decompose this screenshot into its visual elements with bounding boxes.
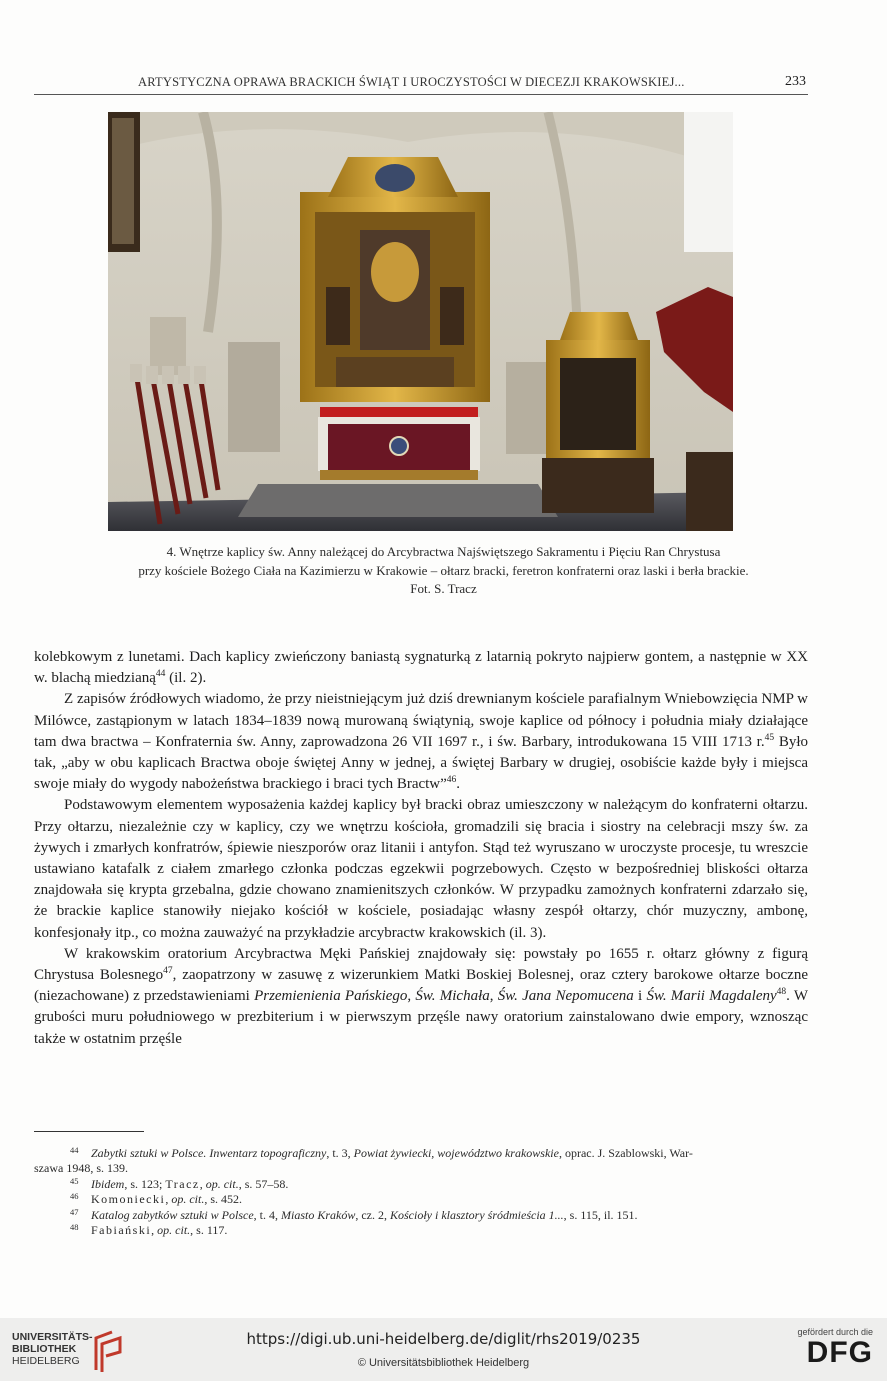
library-name-line: UNIVERSITÄTS- [12,1331,93,1343]
page-number: 233 [785,74,806,89]
footnote-text: , t. 3, [326,1146,354,1160]
footnote-title: Katalog zabytków sztuki w Polsce [91,1207,254,1222]
footnote-title: op. cit. [205,1176,239,1191]
footnote-title: Kościoły i klasztory śródmieścia 1... [390,1207,564,1222]
footnote-44 [34,1146,808,1177]
footnote-number: 47 [70,1206,79,1217]
footnote-text: , s. 117. [190,1223,228,1238]
footnote-title: op. cit. [171,1192,205,1207]
footnote-text: , [199,1176,206,1191]
p4-sep-2: , [489,988,498,1005]
caption-line-2: przy kościele Bożego Ciała na Kazimierzu w Krakowie – ołtarz bracki, feretron konfraterni oraz laski i berła brackie. [138,562,749,578]
p2-end: . [456,776,461,793]
paragraph-1 [34,647,808,689]
running-title: ARTYSTYCZNA OPRAWA BRACKICH ŚWIĄT I UROCZYSTOŚCI W DIECEZJI KRAKOWSKIEJ... [138,75,685,89]
footnote-46 [34,1192,808,1207]
p4-title-magdalena: Św. Marii Magdaleny [646,988,777,1005]
p4-title-michal: Św. Michała [415,988,490,1005]
footnote-text: , s. 123; [124,1176,166,1191]
figure-caption [40,543,847,599]
paragraph-3: Podstawowym elementem wyposażenia każdej kaplicy był bracki obraz umieszczony w należącym do konfraterni ołtarzu. Przy ołtarzu, niezależnie czy w kaplicy, czy we wnętrzu kościoła, gromadzili się bracia i siostry na celebracji mszy św. za żywych i zmarłych konfratrów, śpiewie nieszporów oraz litanii i antyfon. Stąd też wyruszano w uroczyste procesje, tu wreszcie ustawiano katafalk z ciałem zmarłego członka podczas egzekwii pogrzebowych. Często w bezpośredniej bliskości ołtarza znajdowała się krypta grzebalna, gdzie chowano znamienitszych członków. W przypadku zamożnych konfraterni zdarzało się, że brackie kaplice stanowiły niejako kościół w kościele, posiadając własny zespół ołtarzy, chór muzyczny, ambonę, konfesjonały itp., co można zauważyć na przykładzie arcybractw krakowskich (il. 3). [34,797,808,941]
chapel-photo [108,112,733,531]
running-head [34,72,808,95]
p2-quote: Było tak, „aby w obu kaplicach Bractwa oboje świętej Anny w jednej, a świętej Barbary w drugiej, osobiście każde były i miejsca swoje miały do wygody nabożeństwa brackiego i braci tych Bractw” [34,733,808,793]
p1-text: kolebkowym z lunetami. Dach kaplicy zwieńczony baniastą sygnaturką z latarnią pokryto najpierw gontem, a następnie w XX w. blachą miedzianą [34,649,808,687]
footnote-45 [34,1177,808,1192]
footnote-ref-44[interactable]: 44 [155,669,166,680]
chapel-interior-illustration [108,112,733,531]
footnote-ref-47[interactable]: 47 [163,966,173,977]
p4-text: W krakowskim oratorium Arcybractwa Męki Pańskiej znajdowały się: powstały po 1655 r. ołtarz główny z figurą Chrystusa Bolesnego [34,945,808,984]
p4-text-2: , zaopatrzony w zasuwę z wizerunkiem Matki Boskiej Bolesnej, oraz cztery barokowe ołtarze boczne (niezachowane) z przedstawieniami [34,967,808,1005]
footnote-number: 45 [70,1175,79,1186]
library-name-line: BIBLIOTHEK [12,1343,77,1355]
footnote-author: Fabiański [91,1223,152,1238]
footnote-text: , cz. 2, [355,1207,390,1222]
p2-text: Z zapisów źródłowych wiadomo, że przy nieistniejącym już dziś drewnianym kościele parafialnym Wniebowzięcia NMP w Milówce, zastąpionym w latach 1834–1839 nową murowaną świątynią, swoje kaplice od północy i południa miały działające tam dwa bractwa – Konfraternia św. Anny, zaprowadzona 26 VII 1697 r., i św. Barbary, introdukowana 15 VIII 1713 r. [34,691,808,750]
footnote-ref-48[interactable]: 48 [776,987,787,998]
footnote-ref-46[interactable]: 46 [446,775,457,786]
footnote-text: , [151,1223,158,1238]
footnote-author: Tracz [165,1176,200,1191]
caption-photo-credit: Fot. S. Tracz [410,581,477,596]
footnotes [34,1146,808,1238]
footnote-text: , [165,1192,172,1207]
paragraph-2 [34,689,808,795]
library-name-line: HEIDELBERG [12,1355,80,1367]
p4-sep-1: , [407,988,416,1005]
footnote-rule [34,1131,144,1132]
footnote-author: Komoniecki [91,1192,166,1207]
p4-text-end: . W grubości muru południowego w prezbiterium i w pierwszym przęśle nawy oratorium zainstalowano dwie empory, wznosząc także w ostatnim przęśle [34,988,809,1047]
footnote-text: , t. 4, [253,1207,281,1222]
permalink-url[interactable]: https://digi.ub.uni-heidelberg.de/diglit/rhs2019/0235 [246,1330,641,1348]
funded-by-label: gefördert durch die [797,1327,873,1337]
footnote-number: 44 [70,1145,79,1155]
footnote-continuation: szawa 1948, s. 139. [34,1161,128,1176]
body-text [34,647,808,1050]
footnote-text: , s. 452. [204,1192,242,1207]
p1-text-end: (il. 2). [165,670,207,687]
footnote-title: op. cit. [157,1223,191,1238]
p4-sep-3: i [633,988,647,1005]
footnote-text: , oprac. J. Szablowski, War- [558,1146,693,1160]
footnote-text: , s. 57–58. [238,1176,289,1191]
footnote-title: Miasto Kraków [281,1207,356,1222]
footnote-title: Zabytki sztuki w Polsce. Inwentarz topograficzny [91,1146,327,1160]
p4-title-przemienienie: Przemienienia Pańskiego [254,988,408,1005]
footnote-number: 46 [70,1191,79,1202]
paragraph-4 [34,944,808,1050]
footnote-text: , s. 115, il. 151. [563,1207,638,1222]
digitization-footer [0,1318,887,1381]
footnote-48 [34,1223,808,1238]
funder-logo[interactable] [783,1327,873,1369]
dfg-logo: DFG [806,1336,873,1369]
p4-title-nepomucen: Św. Jana Nepomucena [497,988,634,1005]
footnote-ref-45[interactable]: 45 [764,732,775,743]
footnote-title: Ibidem [91,1176,125,1191]
copyright-notice: © Universitätsbibliothek Heidelberg [357,1357,530,1369]
caption-line-1: 4. Wnętrze kaplicy św. Anny należącej do Arcybractwa Najświętszego Sakramentu i Pięciu Ran Chrystusa [166,544,721,559]
footnote-title: Powiat żywiecki, województwo krakowskie [353,1146,559,1160]
footnote-number: 48 [70,1222,79,1233]
footnote-47 [34,1208,808,1223]
